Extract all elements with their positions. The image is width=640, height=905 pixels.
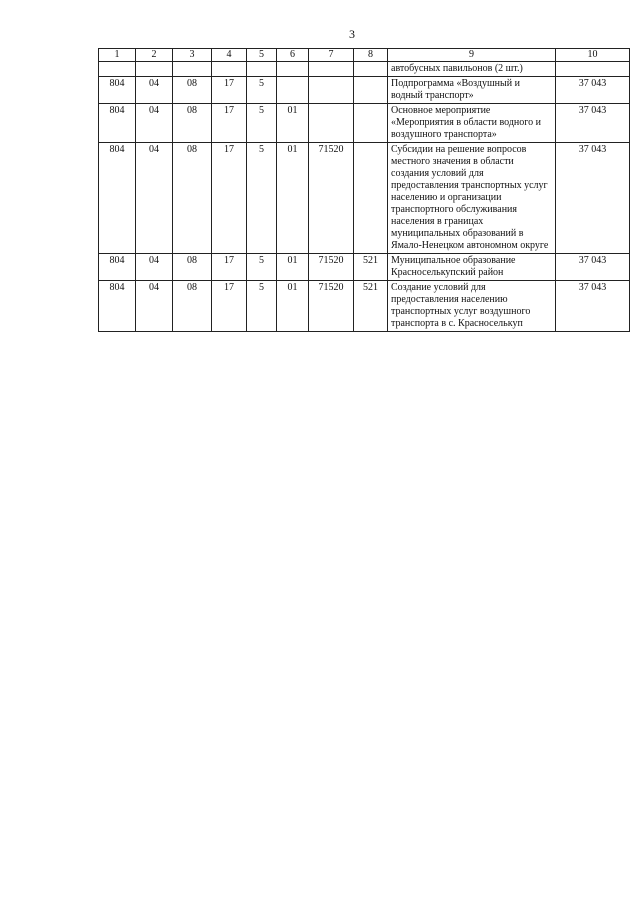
- cell-amount: 37 043: [556, 143, 630, 254]
- cell-description: Муниципальное образование Красноселькупский район: [388, 254, 556, 281]
- column-header: 8: [354, 49, 388, 62]
- cell-ministry-code: 804: [99, 281, 136, 332]
- cell-ministry-code: 804: [99, 254, 136, 281]
- cell-expense-type: [354, 62, 388, 77]
- cell-subprogram-code: 5: [247, 77, 277, 104]
- cell-expense-type: [354, 104, 388, 143]
- cell-direction-code: 71520: [309, 254, 354, 281]
- header-row: [99, 49, 630, 62]
- column-header: 10: [556, 49, 630, 62]
- table-header: [99, 49, 630, 62]
- cell-expense-type: 521: [354, 281, 388, 332]
- cell-expense-type: [354, 143, 388, 254]
- cell-direction-code: [309, 77, 354, 104]
- table-row: [99, 281, 630, 332]
- cell-subsection-code: 08: [173, 104, 212, 143]
- cell-subsection-code: 08: [173, 77, 212, 104]
- cell-ministry-code: [99, 62, 136, 77]
- table-row: [99, 104, 630, 143]
- cell-description: Создание условий для предоставления населению транспортных услуг воздушного транспорта в с. Красноселькуп: [388, 281, 556, 332]
- cell-section-code: 04: [136, 281, 173, 332]
- cell-subprogram-code: 5: [247, 281, 277, 332]
- cell-ministry-code: 804: [99, 143, 136, 254]
- table-body: [99, 62, 630, 332]
- cell-amount: 37 043: [556, 104, 630, 143]
- cell-activity-code: [277, 77, 309, 104]
- cell-section-code: 04: [136, 77, 173, 104]
- cell-description: автобусных павильонов (2 шт.): [388, 62, 556, 77]
- column-header: 9: [388, 49, 556, 62]
- table-row: [99, 254, 630, 281]
- cell-expense-type: 521: [354, 254, 388, 281]
- column-header: 7: [309, 49, 354, 62]
- cell-program-code: 17: [212, 143, 247, 254]
- cell-section-code: [136, 62, 173, 77]
- cell-direction-code: [309, 62, 354, 77]
- budget-table: [98, 48, 630, 332]
- table-row: [99, 143, 630, 254]
- cell-activity-code: 01: [277, 143, 309, 254]
- cell-subprogram-code: [247, 62, 277, 77]
- column-header: 1: [99, 49, 136, 62]
- cell-amount: 37 043: [556, 254, 630, 281]
- column-header: 4: [212, 49, 247, 62]
- cell-amount: 37 043: [556, 281, 630, 332]
- cell-description: Основное мероприятие «Мероприятия в области водного и воздушного транспорта»: [388, 104, 556, 143]
- table-row: [99, 62, 630, 77]
- cell-ministry-code: 804: [99, 104, 136, 143]
- column-header: 5: [247, 49, 277, 62]
- cell-program-code: 17: [212, 254, 247, 281]
- cell-direction-code: [309, 104, 354, 143]
- cell-description: Подпрограмма «Воздушный и водный транспорт»: [388, 77, 556, 104]
- cell-ministry-code: 804: [99, 77, 136, 104]
- page-number: 3: [349, 27, 355, 41]
- column-header: 6: [277, 49, 309, 62]
- cell-activity-code: 01: [277, 254, 309, 281]
- cell-program-code: 17: [212, 77, 247, 104]
- cell-section-code: 04: [136, 143, 173, 254]
- cell-subsection-code: 08: [173, 254, 212, 281]
- cell-activity-code: 01: [277, 281, 309, 332]
- cell-program-code: 17: [212, 104, 247, 143]
- cell-amount: 37 043: [556, 77, 630, 104]
- cell-section-code: 04: [136, 104, 173, 143]
- cell-program-code: [212, 62, 247, 77]
- cell-subsection-code: 08: [173, 281, 212, 332]
- cell-amount: [556, 62, 630, 77]
- cell-direction-code: 71520: [309, 143, 354, 254]
- cell-activity-code: [277, 62, 309, 77]
- cell-subsection-code: [173, 62, 212, 77]
- cell-expense-type: [354, 77, 388, 104]
- cell-section-code: 04: [136, 254, 173, 281]
- cell-subprogram-code: 5: [247, 104, 277, 143]
- cell-program-code: 17: [212, 281, 247, 332]
- cell-subprogram-code: 5: [247, 143, 277, 254]
- column-header: 3: [173, 49, 212, 62]
- cell-activity-code: 01: [277, 104, 309, 143]
- cell-subprogram-code: 5: [247, 254, 277, 281]
- cell-subsection-code: 08: [173, 143, 212, 254]
- table-row: [99, 77, 630, 104]
- cell-direction-code: 71520: [309, 281, 354, 332]
- column-header: 2: [136, 49, 173, 62]
- cell-description: Субсидии на решение вопросов местного значения в области создания условий для предоставления транспортных услуг населению и организации транспортного обслуживания населения в границах муниципальных образований в Ямало-Ненецком автономном округе: [388, 143, 556, 254]
